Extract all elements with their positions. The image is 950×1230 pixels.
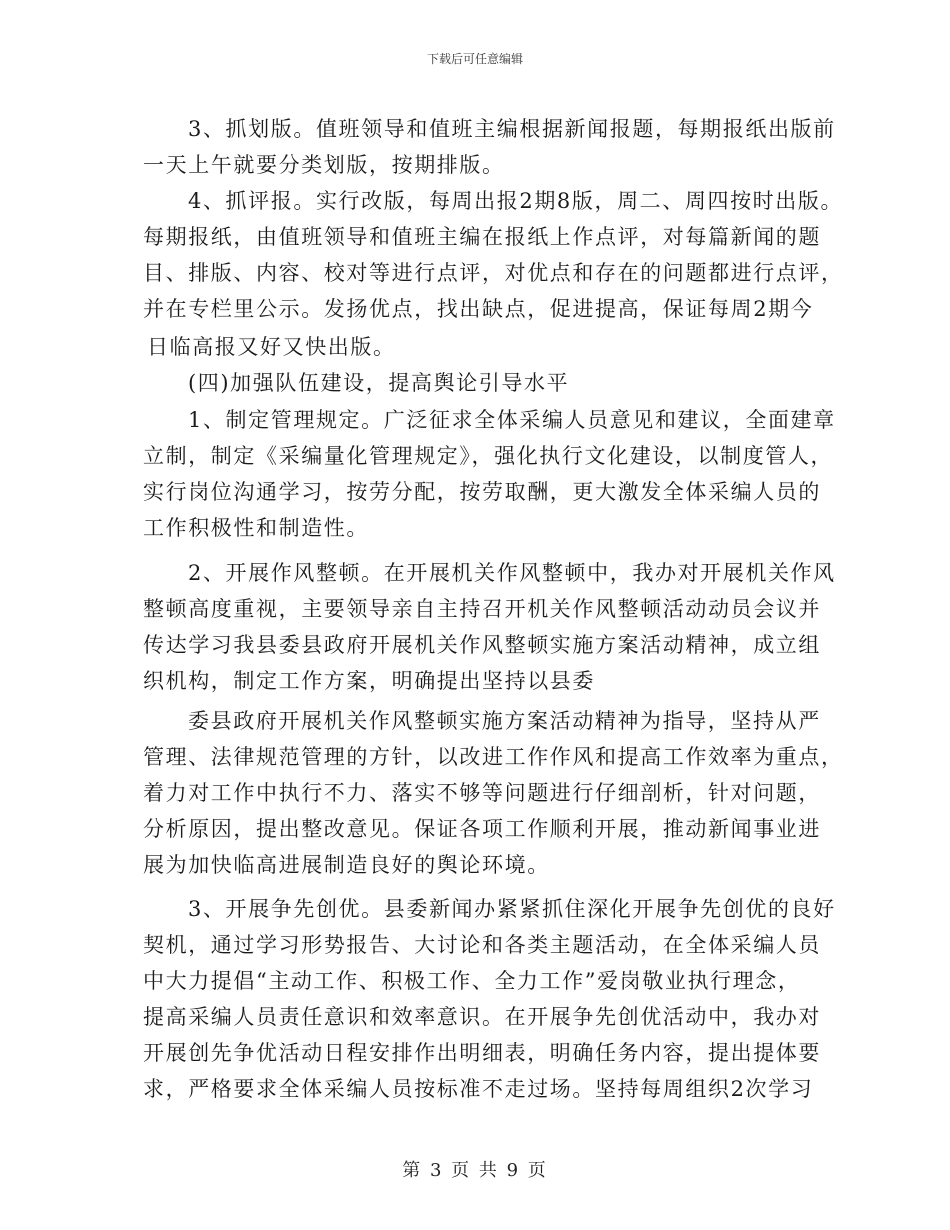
text-line: 着力对工作中执行不力、落实不够等问题进行仔细剖析，针对问题， (143, 781, 821, 805)
text-line: 传达学习我县委县政府开展机关作风整顿实施方案活动精神，成立组 (143, 633, 821, 657)
text-line: 4、抓评报。实行改版，每周出报2期8版，周二、周四按时出版。 (188, 189, 844, 213)
text-line: 一天上午就要分类划版，按期排版。 (143, 153, 505, 177)
text-line: 日临高报又好又快出版。 (147, 335, 396, 359)
text-line: 3、抓划版。值班领导和值班主编根据新闻报题，每期报纸出版前 (188, 117, 836, 141)
text-line: 开展创先争优活动日程安排作出明细表，明确任务内容，提出提体要 (143, 1041, 821, 1065)
text-line: 立制，制定《采编量化管理规定》，强化执行文化建设，以制度管人， (143, 444, 834, 468)
text-line: 契机，通过学习形势报告、大讨论和各类主题活动，在全体采编人员 (143, 933, 821, 957)
text-line: 委县政府开展机关作风整顿实施方案活动精神为指导，坚持从严 (188, 709, 821, 733)
page-footer: 第 3 页 共 9 页 (402, 1160, 548, 1181)
text-line: 工作积极性和制造性。 (143, 516, 369, 540)
text-line: 中大力提倡“主动工作、积极工作、全力工作”爱岗敬业执行理念， (143, 969, 801, 993)
page-header: 下载后可任意编辑 (426, 52, 523, 66)
text-line: 管理、法律规范管理的方针，以改进工作作风和提高工作效率为重点， (143, 745, 844, 769)
text-line: 1、制定管理规定。广泛征求全体采编人员意见和建议，全面建章 (188, 408, 836, 432)
text-line: 目、排版、内容、校对等进行点评，对优点和存在的问题都进行点评， (143, 261, 844, 285)
text-line: 求，严格要求全体采编人员按标准不走过场。坚持每周组织2次学习 (143, 1077, 814, 1101)
section-heading: (四)加强队伍建设，提高舆论引导水平 (188, 371, 570, 395)
text-line: 3、开展争先创优。县委新闻办紧紧抓住深化开展争先创优的良好 (188, 897, 836, 921)
text-line: 实行岗位沟通学习，按劳分配，按劳取酬，更大激发全体采编人员的 (143, 480, 821, 504)
text-line: 整顿高度重视，主要领导亲自主持召开机关作风整顿活动动员会议并 (143, 597, 821, 621)
text-line: 并在专栏里公示。发扬优点，找出缺点，促进提高，保证每周2期今 (143, 297, 814, 321)
text-line: 2、开展作风整顿。在开展机关作风整顿中，我办对开展机关作风 (188, 561, 836, 585)
text-line: 展为加快临高进展制造良好的舆论环境。 (143, 853, 550, 877)
text-line: 分析原因，提出整改意见。保证各项工作顺利开展，推动新闻事业进 (143, 817, 821, 841)
text-line: 提高采编人员责任意识和效率意识。在开展争先创优活动中，我办对 (143, 1005, 821, 1029)
text-line: 每期报纸，由值班领导和值班主编在报纸上作点评，对每篇新闻的题 (143, 225, 821, 249)
text-line: 织机构，制定工作方案，明确提出坚持以县委 (143, 669, 595, 693)
